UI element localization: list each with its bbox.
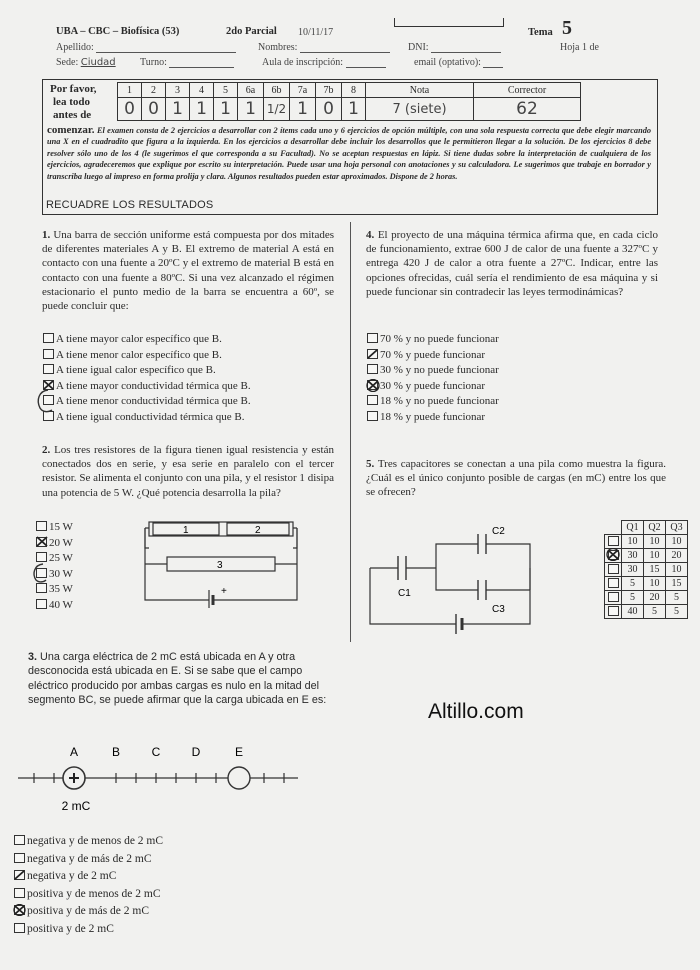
q1-option-4[interactable] — [43, 379, 251, 395]
read-prompt-line-1: Por favor, — [50, 83, 97, 95]
read-prompt-line-4: comenzar. — [47, 124, 95, 136]
resistor-label-1: 1 — [183, 525, 189, 536]
q3-option-1[interactable] — [14, 833, 163, 851]
q1-checkbox-3[interactable] — [43, 364, 54, 374]
q2-cross-mark — [36, 536, 48, 547]
q3-body: Una carga eléctrica de 2 mC está ubicada en A y otra desconocida está ubicada en E. Si se sabe que el campo eléctrico producido por ambas cargas es nulo en la mitad del segmento BC, se puede afirmar que la carga ubicada en E es: — [28, 651, 327, 707]
altillo-watermark: Altillo.com — [428, 700, 524, 723]
nombres-label: Nombres: — [258, 42, 298, 53]
grade-score-3: 1 — [166, 98, 190, 121]
grade-score-7b: 0 — [316, 98, 342, 121]
q5-checkbox-2[interactable] — [605, 549, 622, 563]
q4-checkbox-5[interactable] — [367, 395, 378, 405]
q5-row-2-q3: 20 — [666, 549, 688, 563]
q5-row-1-q1: 10 — [622, 535, 644, 549]
grade-score-1: 0 — [118, 98, 142, 121]
q5-row-2-q1: 30 — [622, 549, 644, 563]
turno-field[interactable] — [140, 57, 234, 68]
q2-number: 2. — [42, 444, 51, 456]
q2-option-1[interactable] — [36, 520, 73, 536]
q1-option-2-label: A tiene menor calor específico que B. — [56, 348, 222, 361]
capacitor-label-c2: C2 — [492, 526, 505, 537]
q5-row-5-q1: 5 — [622, 591, 644, 605]
q2-option-3-label: 25 W — [49, 552, 73, 565]
q5-text — [366, 457, 666, 500]
q4-slash-mark — [367, 349, 378, 359]
q2-checkbox-6[interactable] — [36, 599, 47, 609]
q5-header-q2: Q2 — [644, 521, 666, 535]
q3-checkbox-1[interactable] — [14, 835, 25, 845]
q2-option-2-label: 20 W — [49, 536, 73, 549]
q2-option-4-label: 30 W — [49, 567, 73, 580]
email-label: email (optativo): — [414, 57, 481, 68]
grade-nota-value: 7 (siete) — [366, 98, 474, 121]
point-label-d: D — [191, 745, 201, 759]
q5-row-1[interactable] — [605, 535, 688, 549]
q5-row-3-q2: 15 — [644, 563, 666, 577]
q1-option-6[interactable] — [43, 410, 251, 426]
q2-option-1-label: 15 W — [49, 521, 73, 533]
column-divider — [350, 222, 351, 642]
q3-option-6[interactable] — [14, 921, 163, 939]
nombres-field[interactable] — [258, 42, 390, 53]
q3-checkbox-2[interactable] — [14, 853, 25, 863]
resistor-label-2: 2 — [255, 525, 261, 536]
q5-checkbox-1[interactable] — [605, 535, 622, 549]
q4-option-6[interactable] — [367, 410, 499, 426]
q4-option-5[interactable] — [367, 394, 499, 410]
q4-option-2[interactable] — [367, 348, 499, 364]
q5-body: Tres capacitores se conectan a una pila como muestra la figura. ¿Cuál es el único conjunto posible de cargas (en mC) entre los que se ofrecen? — [366, 458, 666, 499]
grade-score-7a: 1 — [290, 98, 316, 121]
q3-option-5[interactable] — [14, 903, 163, 921]
recuadre-resultados: RECUADRE LOS RESULTADOS — [46, 199, 214, 211]
q5-charges-table — [604, 520, 688, 619]
q1-option-5-label: A tiene menor conductividad térmica que B. — [56, 395, 251, 408]
q4-option-4-label: 30 % y puede funcionar — [380, 379, 486, 392]
exam-date: 10/11/17 — [298, 27, 334, 38]
q3-checkbox-6[interactable] — [14, 923, 25, 933]
q1-body: Una barra de sección uniforme está compuesta por dos mitades de diferentes materiales A y B. El extremo de material A está en contacto con una fuente a 20ºC y el extremo de material B está en contacto con una fuente a 80ºC. Si una vez alcanzado el régimen estacionario el punto medio de la barra se encuentra a 60º, se puede concluir que: — [42, 229, 335, 313]
tema-label: Tema — [528, 27, 553, 38]
q2-option-6[interactable] — [36, 598, 73, 614]
q5-capacitor-diagram — [360, 518, 586, 638]
resistor-label-3: 3 — [217, 560, 223, 571]
q1-option-5[interactable] — [43, 394, 251, 410]
read-prompt-line-3: antes de — [53, 109, 92, 121]
q4-checkbox-2[interactable] — [367, 349, 378, 359]
q2-option-5[interactable] — [36, 582, 73, 598]
grade-col-6b: 6b — [264, 83, 290, 98]
q3-charge-diagram — [14, 742, 304, 820]
q5-row-4-q3: 15 — [666, 577, 688, 591]
course-title: UBA – CBC – Biofísica (53) — [56, 26, 180, 37]
q2-circle-mark — [30, 562, 52, 584]
exam-name: 2do Parcial — [226, 26, 277, 37]
grade-score-5: 1 — [214, 98, 238, 121]
battery-plus-sign: + — [221, 586, 227, 597]
q5-header-q3: Q3 — [666, 521, 688, 535]
q4-option-1[interactable] — [367, 332, 499, 348]
q2-checkbox-5[interactable] — [36, 583, 47, 593]
q3-option-4-label: positiva y de menos de 2 mC — [27, 887, 161, 900]
q5-row-5[interactable] — [605, 591, 688, 605]
grade-col-5: 5 — [214, 83, 238, 98]
q4-option-4[interactable] — [367, 379, 499, 395]
q5-number: 5. — [366, 458, 375, 470]
q1-option-1-label: A tiene mayor calor específico que B. — [56, 333, 222, 345]
q3-checkbox-4[interactable] — [14, 888, 25, 898]
q3-option-3-label: negativa y de 2 mC — [27, 870, 117, 883]
q2-circuit-diagram — [105, 518, 337, 608]
grade-score-6a: 1 — [238, 98, 264, 121]
grade-col-8: 8 — [342, 83, 366, 98]
grade-col-2: 2 — [142, 83, 166, 98]
q3-option-2-label: negativa y de más de 2 mC — [27, 852, 152, 865]
grade-col-4: 4 — [190, 83, 214, 98]
q5-checkbox-6[interactable] — [605, 605, 622, 619]
q2-text — [42, 443, 334, 500]
q4-cross-mark — [366, 379, 380, 392]
q5-row-1-q2: 10 — [644, 535, 666, 549]
q2-option-6-label: 40 W — [49, 598, 73, 611]
point-label-c: C — [151, 745, 161, 759]
q5-row-6[interactable] — [605, 605, 688, 619]
q1-number: 1. — [42, 229, 51, 241]
instructions-body: El examen consta de 2 ejercicios a desarrollar con 2 ítems cada uno y 6 ejercicios de opción múltiple, con una sola respuesta correcta que debe elegir marcando una X en el cuadradito que figura a la izquierda. En los ejercicios a desarrollar debe incluir los desarrollos que le permitieron llegar a la solución. De los ejercicios 8 debe resolver sólo uno de los 4 (le sugerimos el que corresponda a su Facultad). No se aceptan respuestas en lápiz. Si tiene dudas sobre la interpretación de cualquiera de los ejercicios, agradeceremos que explique por escrito su interpretación. Puede usar una hoja personal con anotaciones y su calculadora. Le sugerimos que trabaje en borrador y transcriba luego al impreso en forma prolija y clara. Algunos resultados pueden estar aproximados. Dispone de 2 horas. — [47, 126, 651, 181]
apellido-field[interactable] — [56, 42, 236, 53]
q3-option-1-label: negativa y de menos de 2 mC — [27, 835, 164, 847]
q3-checkbox-3[interactable] — [14, 870, 25, 880]
q3-option-6-label: positiva y de 2 mC — [27, 922, 114, 935]
q4-option-2-label: 70 % y puede funcionar — [380, 348, 486, 361]
q1-option-3-label: A tiene igual calor específico que B. — [56, 364, 216, 377]
grade-col-7b: 7b — [316, 83, 342, 98]
q5-row-2[interactable] — [605, 549, 688, 563]
q5-row-6-q3: 5 — [666, 605, 688, 619]
q5-row-5-q3: 5 — [666, 591, 688, 605]
email-field[interactable] — [414, 57, 503, 68]
read-prompt-line-2: lea todo — [53, 96, 90, 108]
q4-number: 4. — [366, 229, 375, 241]
tema-number: 5 — [562, 17, 572, 39]
sede-value: Ciudad — [80, 57, 116, 68]
charge-a-label: 2 mC — [61, 799, 91, 813]
q1-option-3[interactable] — [43, 363, 251, 379]
q5-row-1-q3: 10 — [666, 535, 688, 549]
dni-label: DNI: — [408, 42, 429, 53]
q5-header-spacer — [605, 521, 622, 535]
q3-option-5-label: positiva y de más de 2 mC — [27, 905, 150, 918]
aula-label: Aula de inscripción: — [262, 57, 344, 68]
sede-field[interactable] — [56, 57, 116, 68]
q5-row-4-q1: 5 — [622, 577, 644, 591]
point-label-e: E — [234, 745, 244, 759]
q4-option-3[interactable] — [367, 363, 499, 379]
grade-score-4: 1 — [190, 98, 214, 121]
q5-row-5-q2: 20 — [644, 591, 666, 605]
q5-checkbox-5[interactable] — [605, 591, 622, 605]
grade-col-nota: Nota — [366, 83, 474, 98]
q5-cross-mark — [606, 548, 620, 561]
q5-row-6-q1: 40 — [622, 605, 644, 619]
grade-corrector-value: 62 — [474, 98, 581, 121]
hoja-label: Hoja 1 de — [560, 42, 599, 53]
q3-option-2[interactable] — [14, 851, 163, 869]
q5-row-2-q2: 10 — [644, 549, 666, 563]
grade-score-8: 1 — [342, 98, 366, 121]
header-code-boxes — [394, 18, 504, 27]
q2-body: Los tres resistores de la figura tienen igual resistencia y están conectados dos en serie, y esa serie en paralelo con el tercer resistor. Se alimenta el conjunto con una pila, y el resistor 1 disipa una potencia de 5 W. ¿Qué potencia desarrolla la pila? — [42, 444, 334, 499]
q2-checkbox-3[interactable] — [36, 552, 47, 562]
q3-number: 3. — [28, 651, 38, 663]
q3-cross-mark — [13, 904, 26, 916]
grade-col-1: 1 — [118, 83, 142, 98]
q1-option-1[interactable] — [43, 332, 251, 348]
point-label-b: B — [111, 745, 121, 759]
q5-row-3-q1: 30 — [622, 563, 644, 577]
read-prompt — [50, 83, 116, 122]
grade-table — [117, 82, 581, 121]
dni-field[interactable] — [408, 42, 501, 53]
q5-header-q1: Q1 — [622, 521, 644, 535]
q4-body: El proyecto de una máquina térmica afirma que, en cada ciclo de funcionamiento, extrae 600 J de calor de una fuente a 327ºC y entrega 420 J de calor a otra fuente a 27ºC. Indicar, entre las opciones ofrecidas, cuál sería el rendimiento de esa máquina y si puede funcionar sin contradecir las leyes termodinámicas? — [366, 229, 659, 298]
apellido-label: Apellido: — [56, 42, 94, 53]
q4-checkbox-1[interactable] — [367, 333, 378, 343]
grade-score-6b: 1/2 — [264, 98, 290, 121]
q3-options — [14, 833, 163, 939]
grade-score-2: 0 — [142, 98, 166, 121]
q5-checkbox-4[interactable] — [605, 577, 622, 591]
q5-row-4[interactable] — [605, 577, 688, 591]
q2-checkbox-1[interactable] — [36, 521, 47, 531]
q4-option-1-label: 70 % y no puede funcionar — [380, 333, 499, 345]
q4-option-5-label: 18 % y no puede funcionar — [380, 395, 499, 408]
q3-option-4[interactable] — [14, 886, 163, 904]
grade-col-3: 3 — [166, 83, 190, 98]
grade-col-corrector: Corrector — [474, 83, 581, 98]
grade-col-7a: 7a — [290, 83, 316, 98]
q4-options — [367, 332, 499, 426]
charge-e-circle — [228, 767, 250, 789]
grade-col-6a: 6a — [238, 83, 264, 98]
q5-row-3-q3: 10 — [666, 563, 688, 577]
sede-label: Sede: — [56, 57, 79, 68]
q1-text — [42, 228, 334, 313]
q1-option-2[interactable] — [43, 348, 251, 364]
q1-option-4-label: A tiene mayor conductividad térmica que B. — [56, 379, 251, 392]
q5-row-3[interactable] — [605, 563, 688, 577]
q1-options — [43, 332, 251, 426]
q4-option-3-label: 30 % y no puede funcionar — [380, 364, 499, 377]
q4-option-6-label: 18 % y puede funcionar — [380, 410, 486, 423]
q4-checkbox-4[interactable] — [367, 380, 378, 390]
q3-text — [28, 650, 333, 708]
capacitor-label-c1: C1 — [398, 588, 411, 599]
q5-row-4-q2: 10 — [644, 577, 666, 591]
q1-checkbox-2[interactable] — [43, 349, 54, 359]
q3-slash-mark — [14, 870, 25, 880]
capacitor-label-c3: C3 — [492, 604, 505, 615]
q1-option-6-label: A tiene igual conductividad térmica que B. — [56, 410, 245, 423]
q4-text — [366, 228, 658, 299]
q3-option-3[interactable] — [14, 868, 163, 886]
instructions-text — [47, 125, 651, 182]
q2-option-5-label: 35 W — [49, 583, 73, 596]
q1-checkbox-1[interactable] — [43, 333, 54, 343]
q5-checkbox-3[interactable] — [605, 563, 622, 577]
q4-checkbox-3[interactable] — [367, 364, 378, 374]
q4-checkbox-6[interactable] — [367, 411, 378, 421]
q3-checkbox-5[interactable] — [14, 905, 25, 915]
q1-circle-mark — [34, 388, 58, 414]
q2-checkbox-2[interactable] — [36, 537, 47, 547]
q2-option-2[interactable] — [36, 536, 73, 552]
aula-field[interactable] — [262, 57, 386, 68]
turno-label: Turno: — [140, 57, 167, 68]
point-label-a: A — [69, 745, 79, 759]
q5-row-6-q2: 5 — [644, 605, 666, 619]
